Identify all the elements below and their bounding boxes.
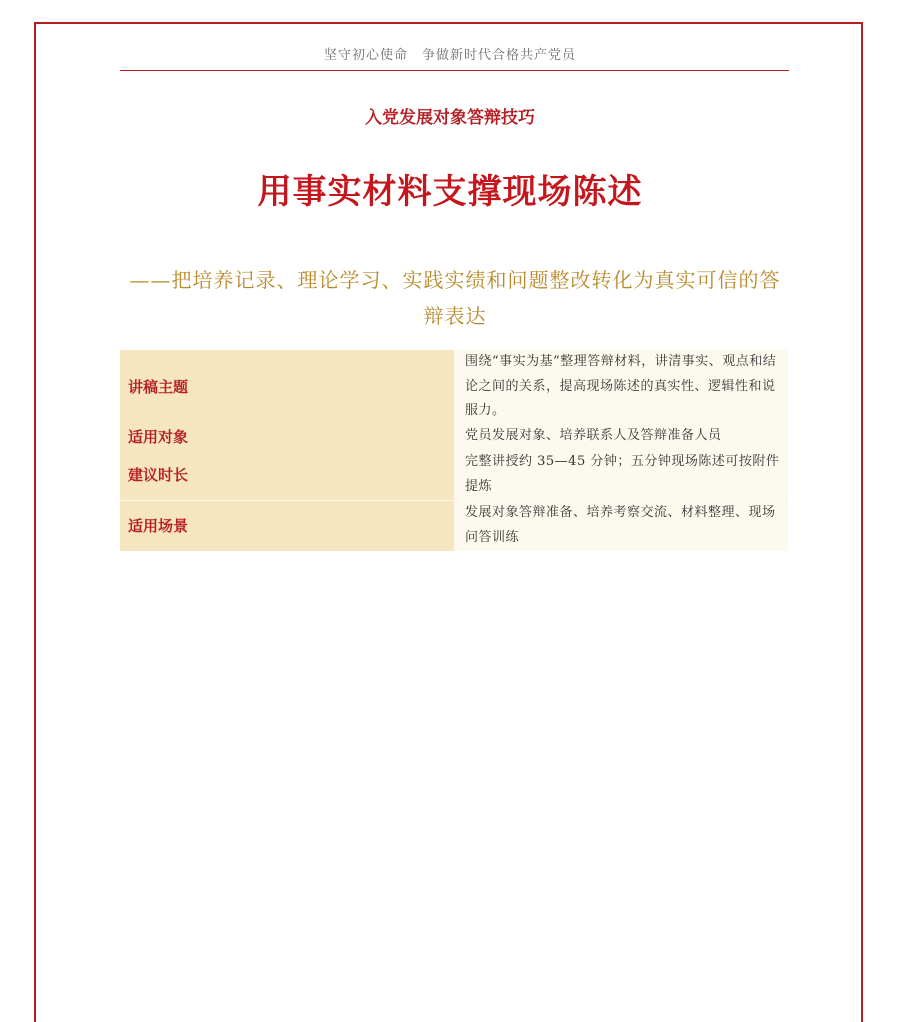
document-kicker: 入党发展对象答辩技巧 [365,108,535,128]
info-label: 讲稿主题 [120,350,454,424]
info-table [120,350,788,551]
info-row-audience [120,424,788,450]
info-row-topic [120,350,788,424]
info-value: 围绕“事实为基”整理答辩材料，讲清事实、观点和结论之间的关系，提高现场陈述的真实性、逻辑性和说服力。 [454,350,788,424]
info-label: 适用场景 [120,501,454,551]
info-value: 党员发展对象、培养联系人及答辩准备人员 [454,424,788,450]
header-divider [120,70,789,71]
info-label: 建议时长 [120,450,454,501]
info-value: 完整讲授约 35—45 分钟；五分钟现场陈述可按附件提炼 [454,450,788,501]
info-value: 发展对象答辩准备、培养考察交流、材料整理、现场问答训练 [454,501,788,551]
info-row-scenario [120,501,788,551]
page-subtitle: ——把培养记录、理论学习、实践实绩和问题整改转化为真实可信的答辩表达 [129,268,781,328]
page-title: 用事实材料支撑现场陈述 [257,172,643,212]
info-row-duration [120,450,788,501]
info-label: 适用对象 [120,424,454,450]
running-header: 坚守初心使命 争做新时代合格共产党员 [323,48,576,63]
